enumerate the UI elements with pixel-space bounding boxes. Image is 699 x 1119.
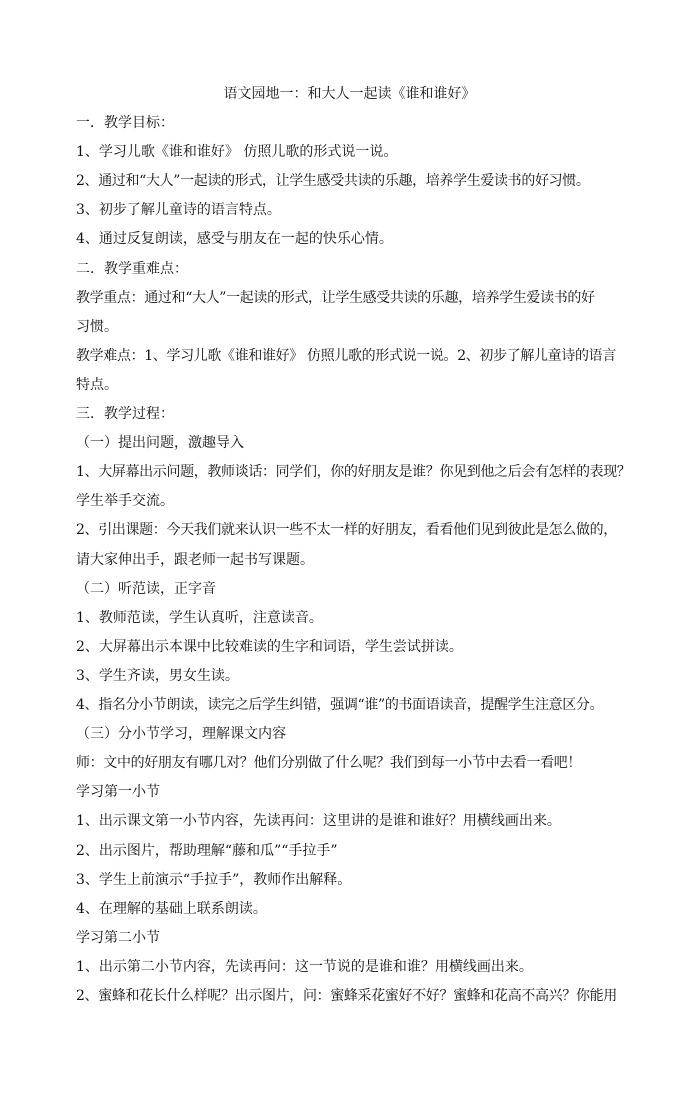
body-line: 学生举手交流。 [76,493,174,509]
body-line: 二．教学重难点： [76,261,188,277]
body-line: 4、在理解的基础上联系朗读。 [76,901,267,917]
body-line: 三．教学过程： [76,406,174,422]
body-line: 2、通过和“大人”一起读的形式，让学生感受共读的乐趣，培养学生爱读书的好习惯。 [76,173,590,189]
body-line: 4、指名分小节朗读，读完之后学生纠错，强调“谁”的书面语读音，提醒学生注意区分。 [76,697,604,713]
body-line: （一）提出问题，激趣导入 [76,435,244,451]
body-line: 1、出示第二小节内容，先读再问：这一节说的是谁和谁？用横线画出来。 [76,959,533,975]
body-line: 学习第一小节 [76,784,160,800]
body-line: 特点。 [76,377,118,393]
body-line: 2、出示图片，帮助理解“藤和瓜”“手拉手” [76,843,338,859]
body-line: （三）分小节学习，理解课文内容 [76,726,286,742]
body-line: 2、蜜蜂和花长什么样呢？出示图片，问：蜜蜂采花蜜好不好？蜜蜂和花高不高兴？你能用 [76,988,617,1004]
body-line: 4、通过反复朗读，感受与朋友在一起的快乐心情。 [76,231,393,247]
body-line: 教学重点：通过和“大人”一起读的形式，让学生感受共读的乐趣，培养学生爱读书的好 [76,290,595,306]
body-line: 3、学生齐读，男女生读。 [76,668,239,684]
body-line: （二）听范读，正字音 [76,581,216,597]
body-line: 师：文中的好朋友有哪几对？他们分别做了什么呢？我们到每一小节中去看一看吧！ [76,755,582,771]
body-line: 1、学习儿歌《谁和谁好》 仿照儿歌的形式说一说。 [76,144,398,160]
document-title: 语文园地一：和大人一起读《谁和谁好》 [223,86,476,102]
body-line: 学习第二小节 [76,930,160,946]
body-line: 3、初步了解儿童诗的语言特点。 [76,202,281,218]
body-line: 教学难点：1、学习儿歌《谁和谁好》 仿照儿歌的形式说一说。2、初步了解儿童诗的语言 [76,348,616,364]
body-line: 请大家伸出手，跟老师一起书写课题。 [76,552,314,568]
body-line: 1、出示课文第一小节内容，先读再问：这里讲的是谁和谁好？用横线画出来。 [76,813,561,829]
body-line: 一．教学目标： [76,115,174,131]
body-line: 1、大屏幕出示问题，教师谈话：同学们，你的好朋友是谁？你见到他之后会有怎样的表现？ [76,464,631,480]
body-line: 2、引出课题：今天我们就来认识一些不太一样的好朋友，看看他们见到彼此是怎么做的， [76,522,617,538]
body-line: 习惯。 [76,319,118,335]
body-line: 3、学生上前演示“手拉手”，教师作出解释。 [76,872,352,888]
body-line: 1、教师范读，学生认真听，注意读音。 [76,610,323,626]
body-line: 2、大屏幕出示本课中比较难读的生字和词语，学生尝试拼读。 [76,639,463,655]
